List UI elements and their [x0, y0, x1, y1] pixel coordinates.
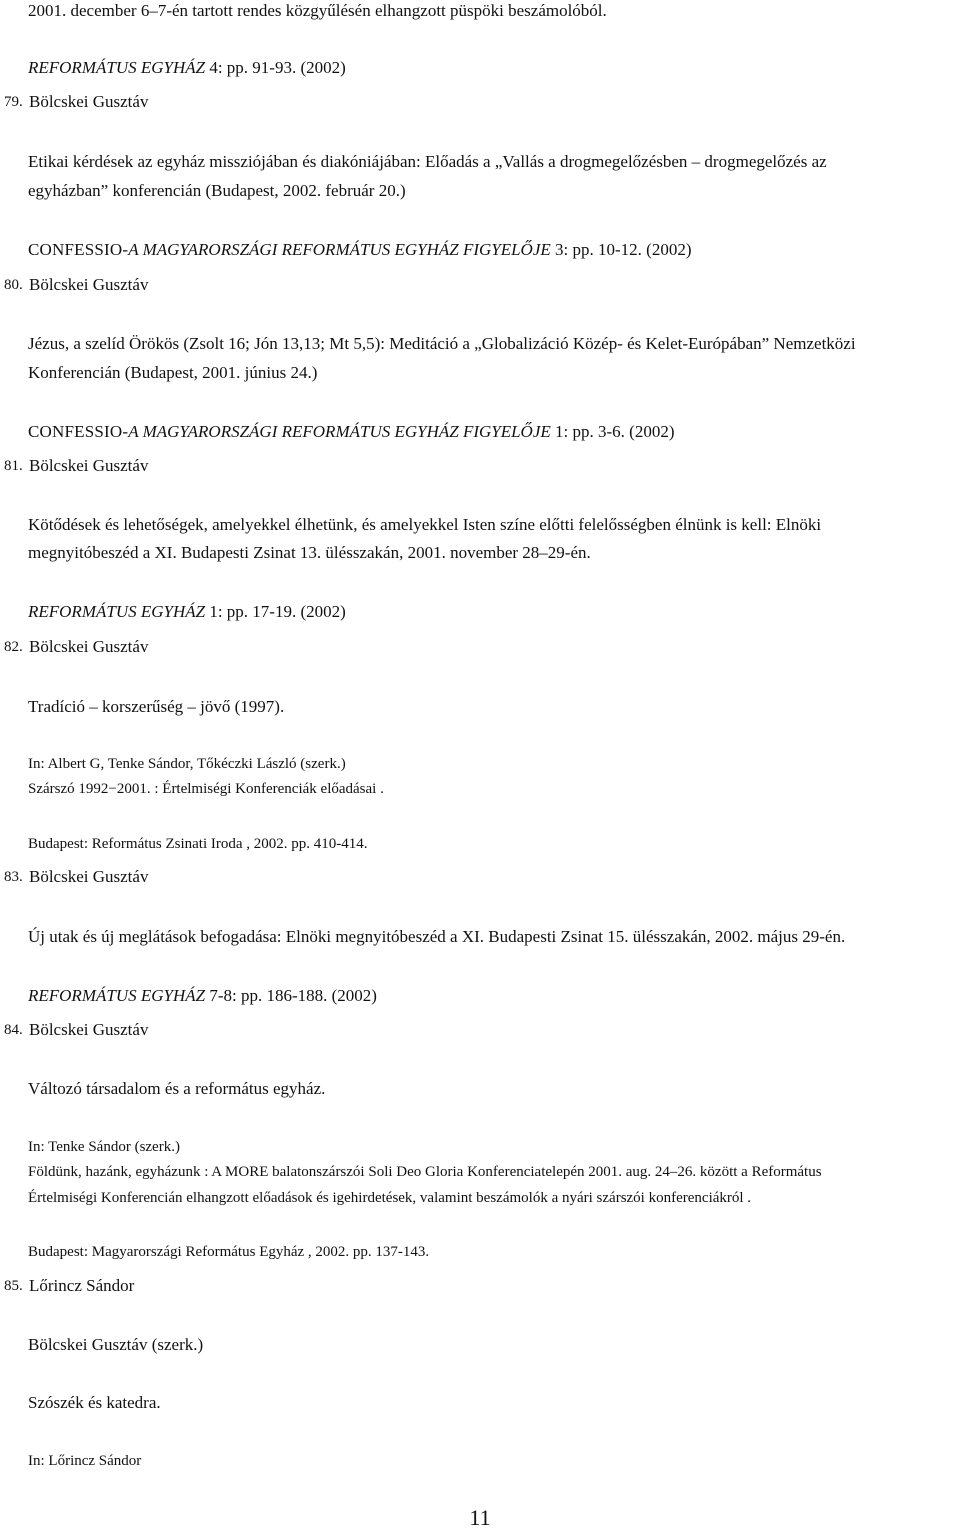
- journal-line: [28, 601, 346, 623]
- continuation-line: 2001. december 6–7-én tartott rendes közgyűlésén elhangzott püspöki beszámolóból.: [28, 1, 607, 20]
- entry-author: Bölcskei Gusztáv: [29, 92, 149, 111]
- entry-number: 80.: [4, 277, 23, 293]
- entry-title: egyházban” konferencián (Budapest, 2002. február 20.): [28, 181, 406, 200]
- in-line: In: Lőrincz Sándor: [28, 1453, 142, 1469]
- entry-number: 83.: [4, 869, 23, 885]
- journal-title: REFORMÁTUS EGYHÁZ: [28, 58, 206, 77]
- entry-title: Tradíció – korszerűség – jövő (1997).: [28, 697, 285, 716]
- entry-title: Jézus, a szelíd Örökös (Zsolt 16; Jón 13,13; Mt 5,5): Meditáció a „Globalizáció Közép- és Kelet-Európában” Nemzetközi: [28, 334, 856, 353]
- in-line: In: Albert G, Tenke Sándor, Tőkéczki László (szerk.): [28, 756, 346, 772]
- journal-title: A MAGYARORSZÁGI REFORMÁTUS EGYHÁZ FIGYELŐJE: [128, 240, 551, 259]
- page-number: 11: [469, 1505, 491, 1530]
- journal-details: 7-8: pp. 186-188. (2002): [205, 986, 377, 1005]
- entry-number: 81.: [4, 458, 23, 474]
- journal-prefix: CONFESSIO-: [28, 240, 129, 259]
- book-title: Értelmiségi Konferencián elhangzott előadások és igehirdetések, valamint beszámolók a nyári szárszói konferenciákról .: [28, 1190, 752, 1206]
- entry-title: Szószék és katedra.: [28, 1393, 161, 1412]
- journal-line: [28, 985, 377, 1007]
- journal-line: [28, 57, 346, 79]
- entry-title: Kötődések és lehetőségek, amelyekkel élhetünk, és amelyekkel Isten színe előtti felelősségben élnünk is kell: Elnöki: [28, 515, 822, 534]
- entry-author: Lőrincz Sándor: [29, 1276, 135, 1295]
- entry-author: Bölcskei Gusztáv: [29, 637, 149, 656]
- in-line: In: Tenke Sándor (szerk.): [28, 1139, 180, 1155]
- entry-title: Etikai kérdések az egyház missziójában és diakóniájában: Előadás a „Vallás a drogmegelőzésben – drogmegelőzés az: [28, 152, 827, 171]
- journal-details: 1: pp. 17-19. (2002): [205, 602, 346, 621]
- entry-author: Bölcskei Gusztáv: [29, 867, 149, 886]
- entry-author: Bölcskei Gusztáv: [29, 1020, 149, 1039]
- publisher-line: Budapest: Magyarországi Református Egyház , 2002. pp. 137-143.: [28, 1244, 430, 1260]
- journal-title: A MAGYARORSZÁGI REFORMÁTUS EGYHÁZ FIGYELŐJE: [128, 422, 551, 441]
- journal-line: [28, 421, 675, 443]
- journal-line: [28, 239, 692, 261]
- entry-title: Változó társadalom és a református egyház.: [28, 1079, 326, 1098]
- journal-prefix: CONFESSIO-: [28, 422, 129, 441]
- journal-details: 3: pp. 10-12. (2002): [550, 240, 692, 259]
- journal-details: 4: pp. 91-93. (2002): [205, 58, 346, 77]
- entry-title: Új utak és új meglátások befogadása: Elnöki megnyitóbeszéd a XI. Budapesti Zsinat 15. ülésszakán, 2002. május 29-én.: [28, 927, 846, 946]
- entry-title: Konferencián (Budapest, 2001. június 24.): [28, 363, 318, 382]
- journal-title: REFORMÁTUS EGYHÁZ: [28, 602, 206, 621]
- entry-editor: Bölcskei Gusztáv (szerk.): [28, 1335, 204, 1354]
- publisher-line: Budapest: Református Zsinati Iroda , 2002. pp. 410-414.: [28, 836, 368, 852]
- entry-number: 79.: [4, 94, 23, 110]
- entry-title: megnyitóbeszéd a XI. Budapesti Zsinat 13. ülésszakán, 2001. november 28–29-én.: [28, 543, 591, 562]
- journal-details: 1: pp. 3-6. (2002): [550, 422, 675, 441]
- entry-author: Bölcskei Gusztáv: [29, 456, 149, 475]
- entry-number: 84.: [4, 1022, 23, 1038]
- journal-title: REFORMÁTUS EGYHÁZ: [28, 986, 206, 1005]
- entry-author: Bölcskei Gusztáv: [29, 275, 149, 294]
- book-title: Szárszó 1992−2001. : Értelmiségi Konferenciák előadásai .: [28, 781, 384, 797]
- entry-number: 82.: [4, 639, 23, 655]
- book-title: Földünk, hazánk, egyházunk : A MORE balatonszárszói Soli Deo Gloria Konferenciatelepén 2001. aug. 24–26. között a Református: [28, 1164, 822, 1180]
- entry-number: 85.: [4, 1278, 23, 1294]
